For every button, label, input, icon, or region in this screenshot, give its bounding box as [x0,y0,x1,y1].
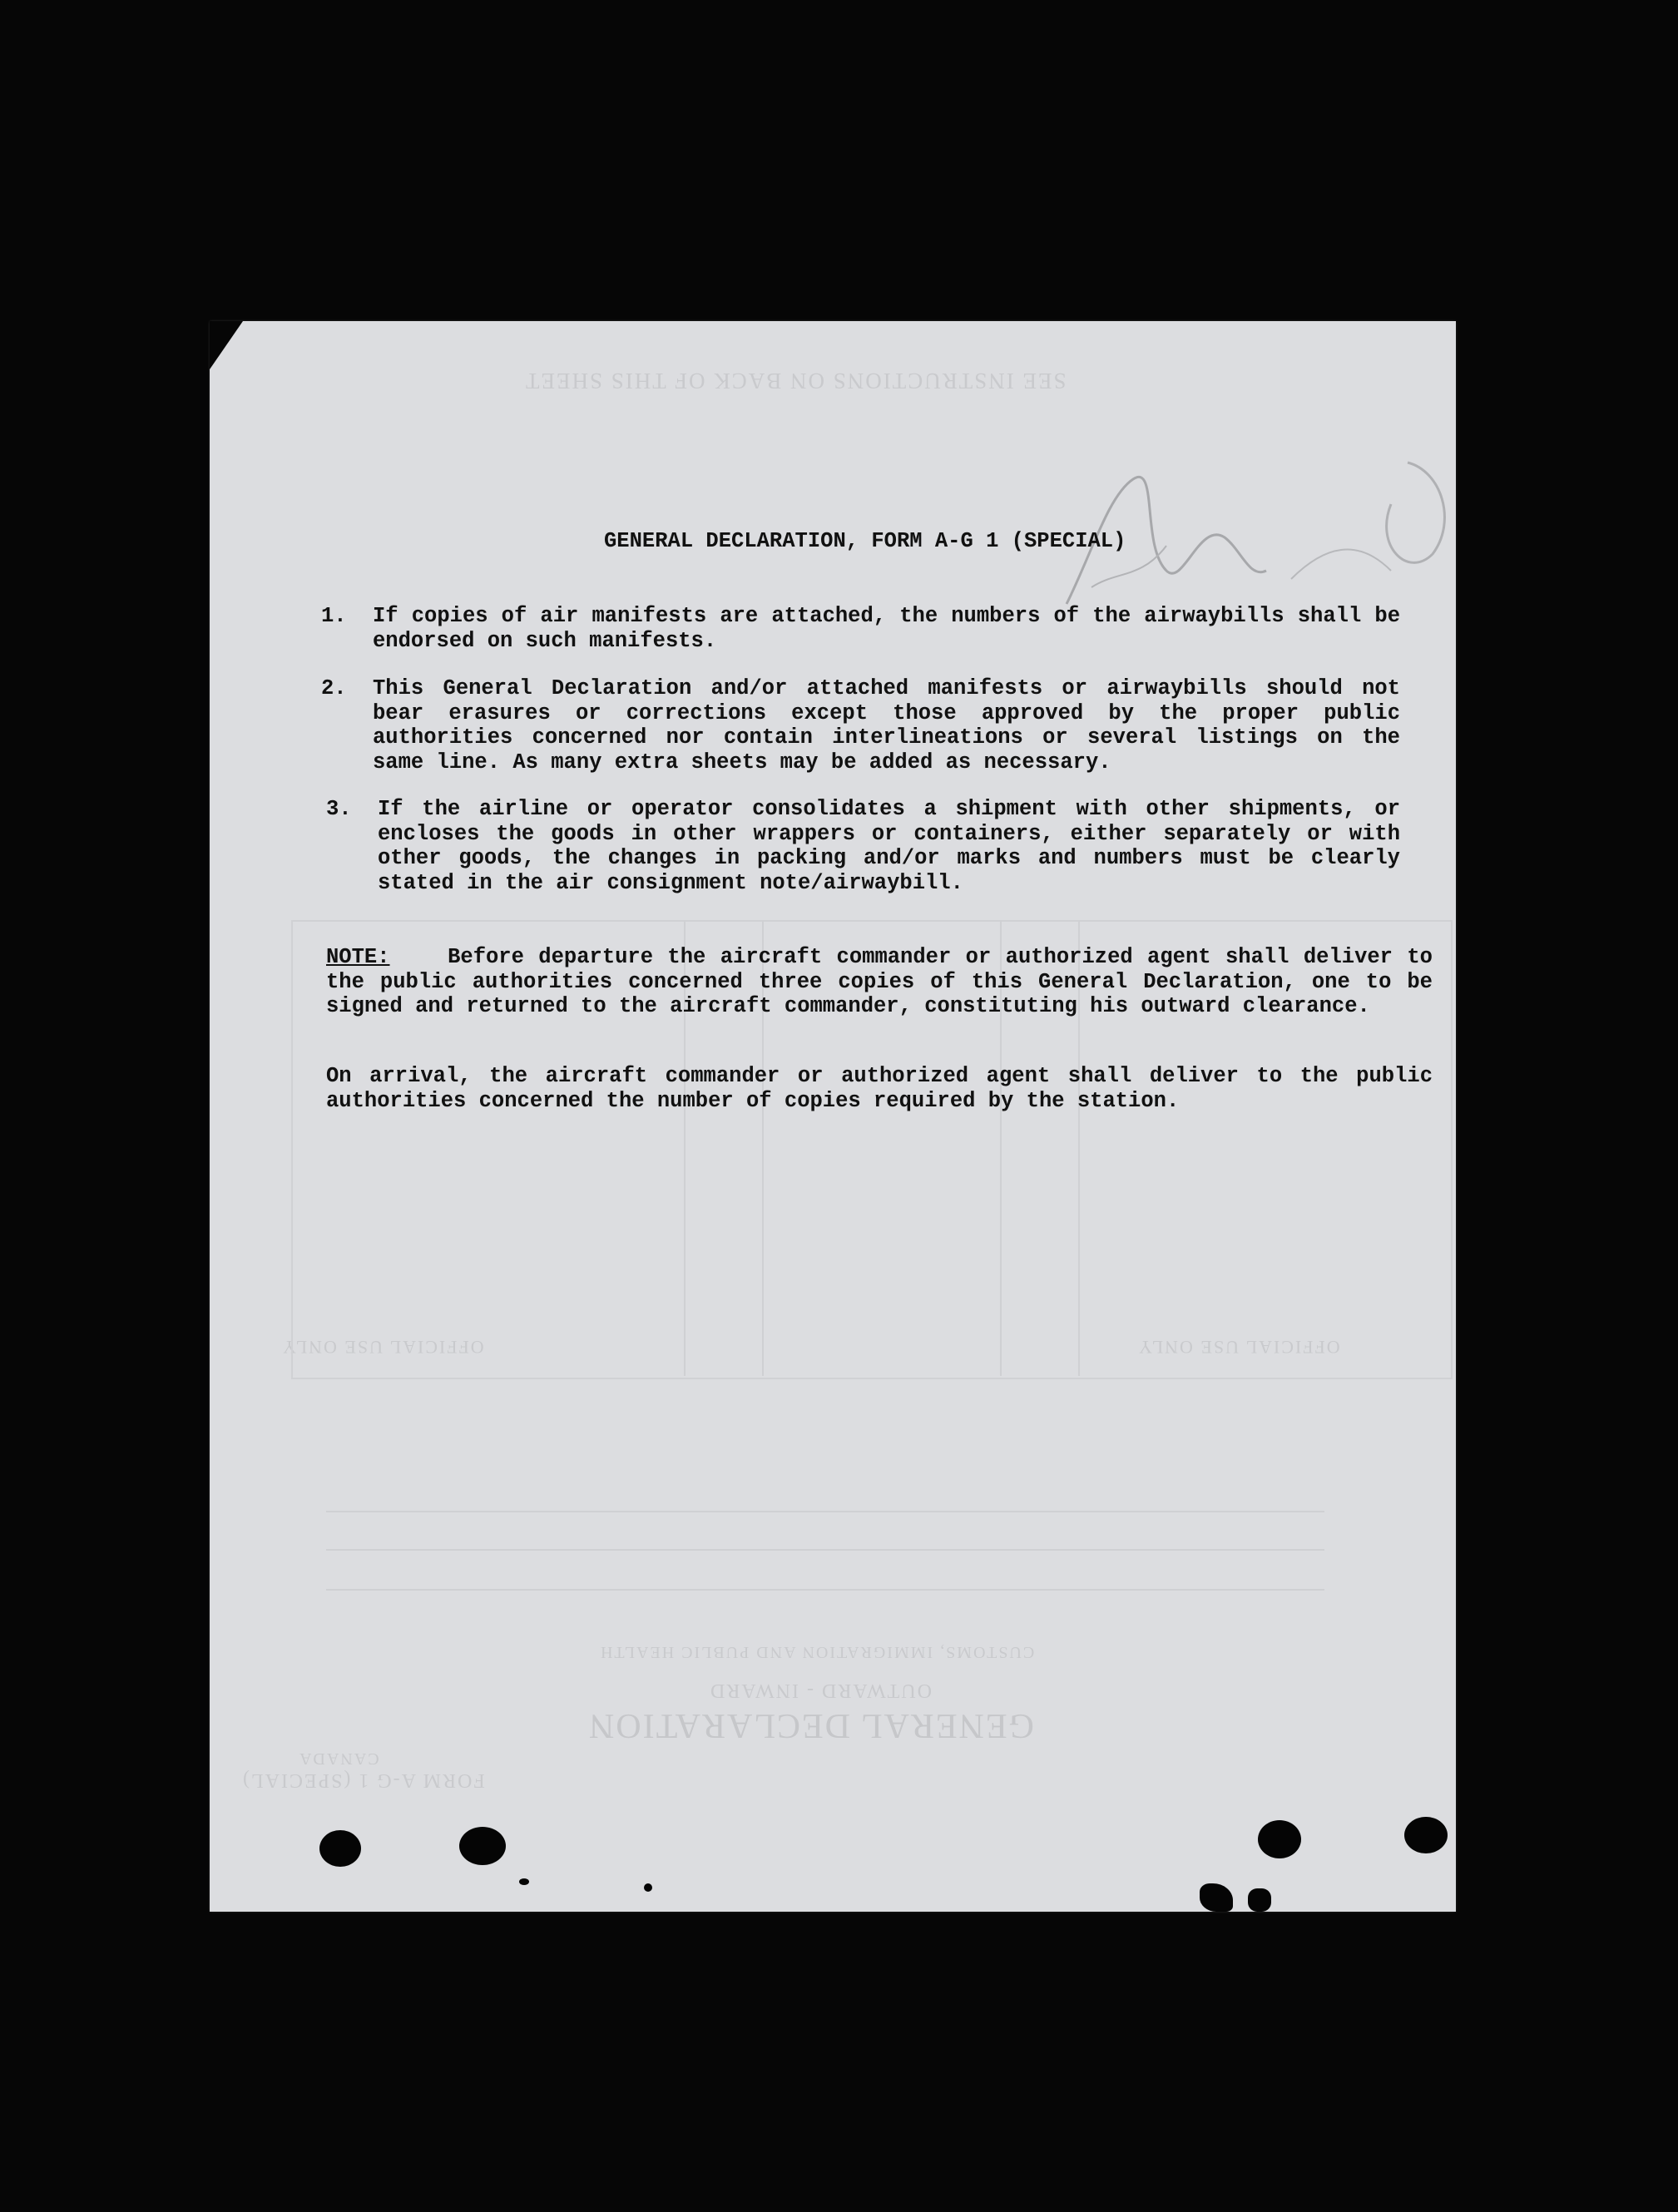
item-number: 1. [321,604,347,628]
item-number: 2. [321,676,347,700]
document-page [210,321,1456,1912]
typed-content [210,321,1456,1912]
note-text: Before departure the aircraft commander or authorized agent shall deliver to the public authorities concerned three copies of this General Declaration, one to be signed and returned to the aircraft commander, constituting his outward clearance. [326,945,1433,1018]
note-paragraph [326,945,1433,1019]
item-text: If copies of air manifests are attached, the numbers of the airwaybills shall be endorsed on such manifests. [373,604,1400,653]
form-title: GENERAL DECLARATION, FORM A-G 1 (SPECIAL) [604,529,1126,553]
bleed-country: CANADA [298,1749,379,1768]
item-number: 3. [326,797,352,821]
arrival-paragraph: On arrival, the aircraft commander or authorized agent shall deliver to the public authorities concerned the number of copies required by the station. [326,1064,1433,1113]
bleed-main-heading: GENERAL DECLARATION [587,1706,1034,1744]
bleed-sub-heading: OUTWARD - INWARD [709,1680,932,1701]
bleed-agencies: CUSTOMS, IMMIGRATION AND PUBLIC HEALTH [599,1643,1035,1661]
punch-hole [1404,1817,1448,1853]
bleed-official-left: OFFICIAL USE ONLY [281,1337,484,1358]
torn-mark [644,1883,652,1892]
torn-mark [1248,1888,1271,1912]
bleed-form-ref: FORM A-G 1 (SPECIAL) [241,1769,485,1791]
item-text: This General Declaration and/or attached manifests or airwaybills should not bear erasures or corrections except those approved by the proper public authorities concerned nor contain interlineations or several listings on the same line. As many extra sheets may be added as necessary. [373,676,1400,774]
torn-mark [519,1878,529,1885]
bleed-top-banner: SEE INSTRUCTIONS ON BACK OF THIS SHEET [524,369,1067,393]
item-text: If the airline or operator consolidates a shipment with other shipments, or encloses the goods in other wrappers or containers, either separately or with other goods, the changes in packing and/or marks and numbers must be clearly stated in the air consignment note/airwaybill. [378,797,1400,895]
punch-hole [319,1830,361,1867]
bleed-official-right: OFFICIAL USE ONLY [1137,1337,1340,1358]
punch-hole [1258,1820,1301,1858]
note-label: NOTE: [326,945,390,969]
punch-hole [459,1827,506,1865]
